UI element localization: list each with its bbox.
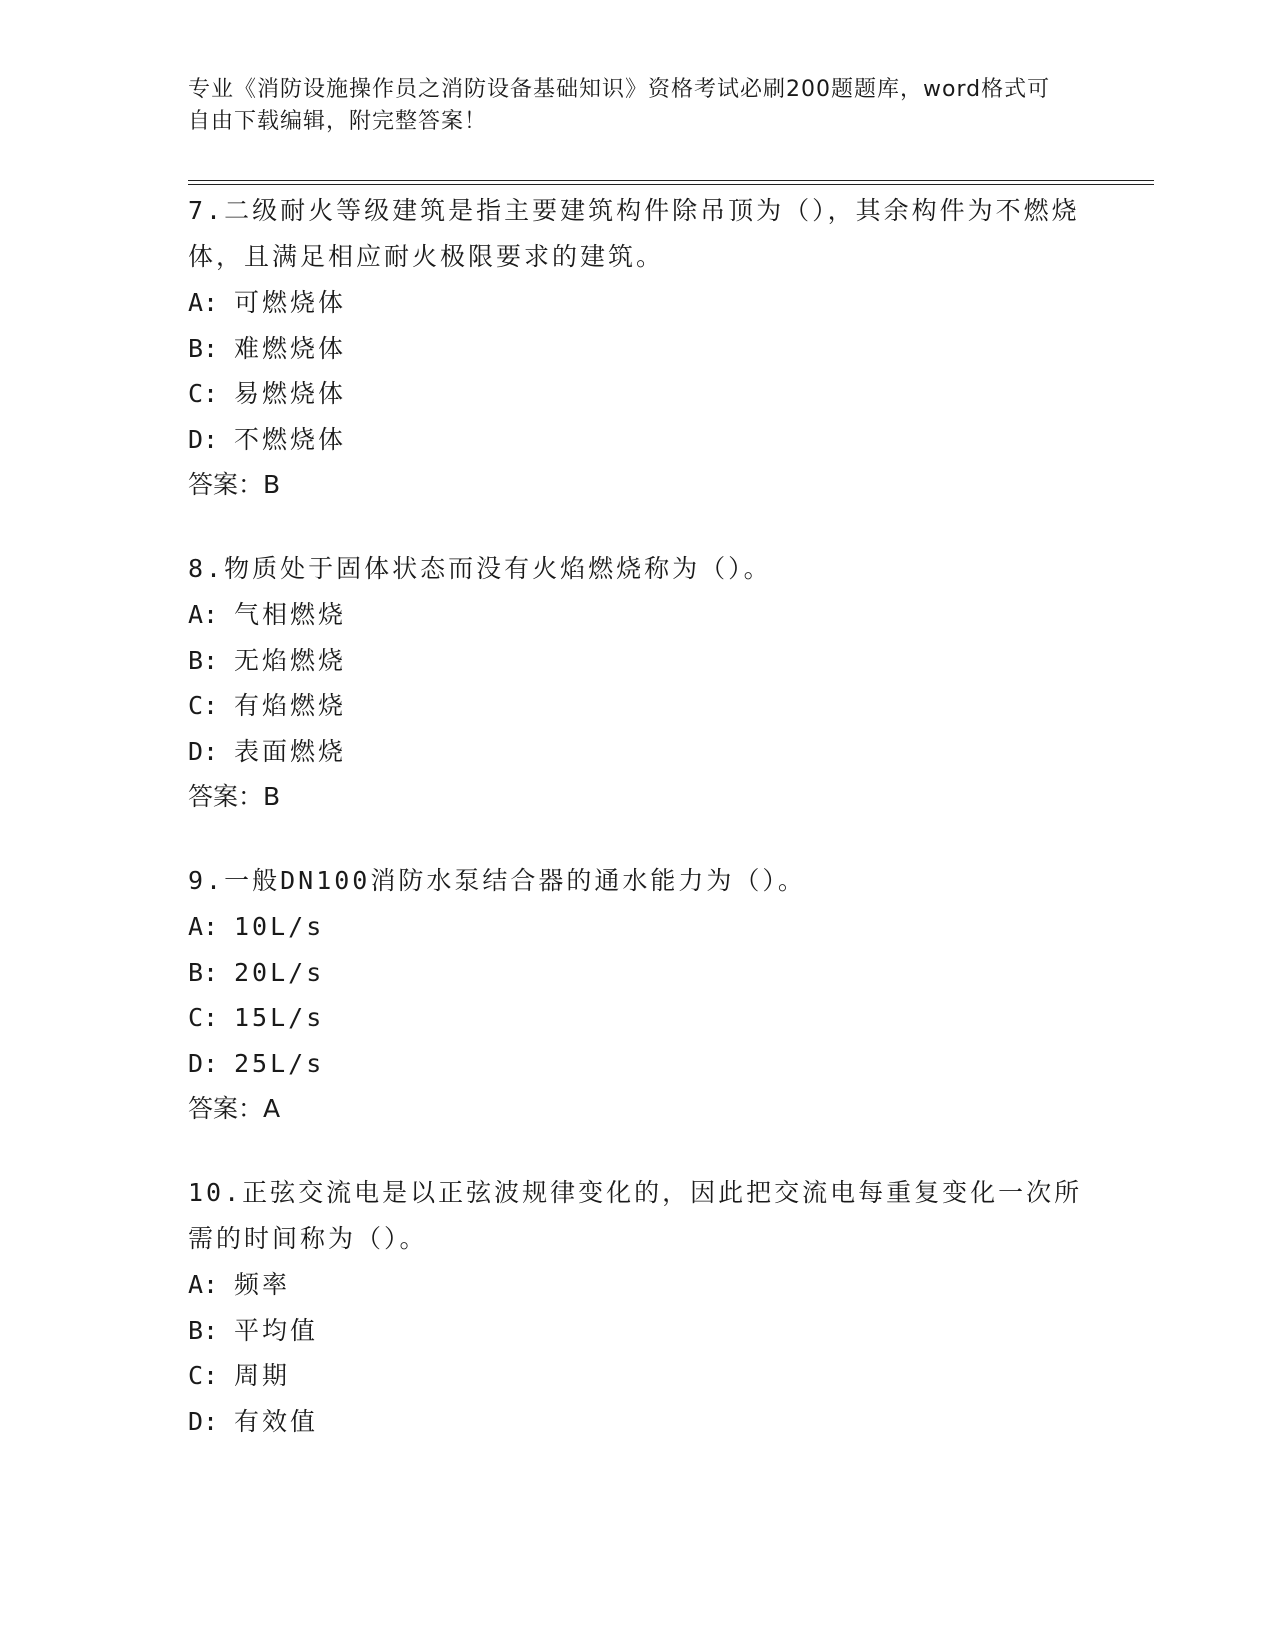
option-letter: D: — [188, 1048, 219, 1078]
header-divider-bottom — [188, 184, 1154, 185]
header-divider-top — [188, 180, 1154, 181]
option-c — [188, 1353, 1088, 1399]
option-text: 不燃烧体 — [234, 424, 347, 454]
option-text: 表面燃烧 — [234, 736, 347, 766]
option-letter: D: — [188, 1406, 219, 1436]
option-d — [188, 729, 1088, 775]
question-text: 10.正弦交流电是以正弦波规律变化的，因此把交流电每重复变化一次所需的时间称为（）。 — [188, 1178, 1083, 1253]
option-a — [188, 904, 1088, 950]
option-letter: B: — [188, 957, 219, 987]
option-text: 可燃烧体 — [234, 288, 347, 317]
option-letter: A: — [188, 1270, 219, 1299]
document-header: 专业《消防设施操作员之消防设备基础知识》资格考试必刷200题题库，word格式可自由下载编辑，附完整答案！ — [188, 77, 1051, 134]
option-text: 有效值 — [234, 1406, 319, 1436]
option-text: 10L/s — [234, 912, 325, 941]
option-text: 气相燃烧 — [234, 600, 347, 629]
option-d — [188, 417, 1088, 463]
option-letter: D: — [188, 736, 219, 766]
question-10 — [188, 1170, 1088, 1444]
option-a — [188, 592, 1088, 638]
option-letter: A: — [188, 600, 219, 629]
option-text: 难燃烧体 — [234, 333, 347, 363]
option-text: 15L/s — [234, 1003, 325, 1032]
question-list — [188, 188, 1088, 1482]
question-8 — [188, 546, 1088, 820]
option-letter: B: — [188, 1315, 219, 1345]
option-b — [188, 638, 1088, 684]
option-letter: C: — [188, 1003, 219, 1032]
answer-line: 答案：B — [188, 470, 281, 499]
answer-line: 答案：A — [188, 1094, 281, 1123]
option-b — [188, 326, 1088, 372]
option-d — [188, 1041, 1088, 1087]
answer-line: 答案：B — [188, 782, 281, 811]
option-text: 周期 — [234, 1361, 291, 1390]
option-letter: B: — [188, 333, 219, 363]
option-letter: A: — [188, 288, 219, 317]
question-text: 9.一般DN100消防水泵结合器的通水能力为（）。 — [188, 866, 806, 895]
option-d — [188, 1399, 1088, 1445]
option-letter: B: — [188, 645, 219, 675]
option-c — [188, 995, 1088, 1041]
option-letter: C: — [188, 379, 219, 408]
question-7 — [188, 188, 1088, 508]
option-text: 无焰燃烧 — [234, 645, 347, 675]
option-text: 频率 — [234, 1270, 291, 1299]
option-text: 平均值 — [234, 1315, 319, 1345]
option-letter: C: — [188, 1361, 219, 1390]
question-9 — [188, 858, 1088, 1132]
option-c — [188, 371, 1088, 417]
option-text: 易燃烧体 — [234, 379, 347, 408]
option-c — [188, 683, 1088, 729]
option-a — [188, 280, 1088, 326]
question-text: 7.二级耐火等级建筑是指主要建筑构件除吊顶为（），其余构件为不燃烧体，且满足相应耐火极限要求的建筑。 — [188, 196, 1080, 271]
option-text: 有焰燃烧 — [234, 691, 347, 720]
option-text: 20L/s — [234, 957, 325, 987]
option-text: 25L/s — [234, 1048, 325, 1078]
option-b — [188, 1308, 1088, 1354]
option-letter: C: — [188, 691, 219, 720]
option-b — [188, 950, 1088, 996]
option-a — [188, 1262, 1088, 1308]
option-letter: A: — [188, 912, 219, 941]
option-letter: D: — [188, 424, 219, 454]
question-text: 8.物质处于固体状态而没有火焰燃烧称为（）。 — [188, 554, 772, 583]
